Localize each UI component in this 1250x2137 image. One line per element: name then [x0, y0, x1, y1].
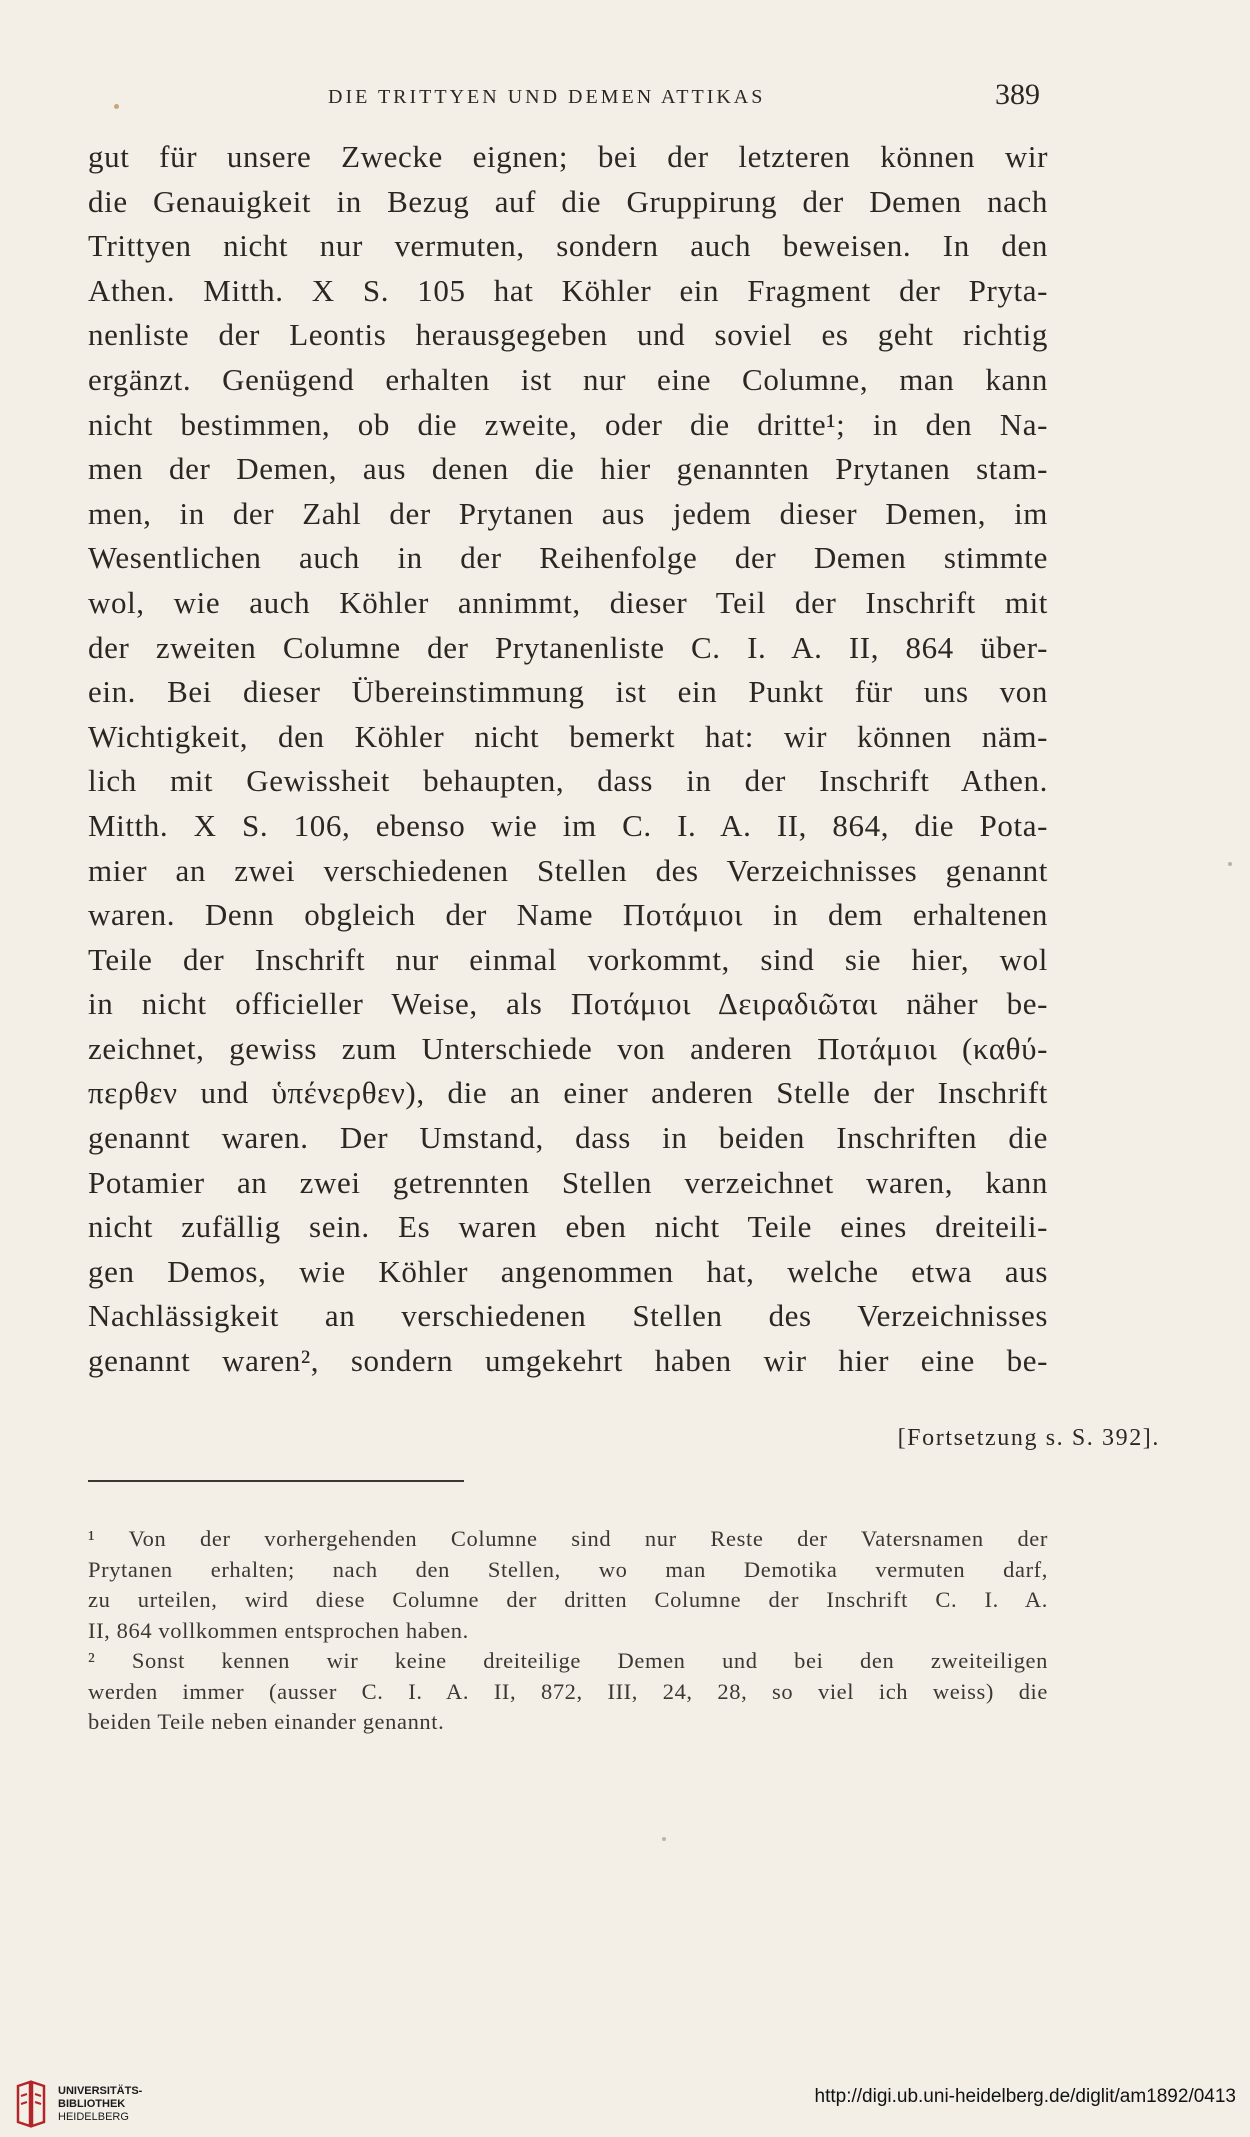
text-line: gut für unsere Zwecke eignen; bei der letzteren können wir [88, 139, 1048, 174]
ink-speck [1228, 862, 1232, 866]
text-line: men, in der Zahl der Prytanen aus jedem dieser Demen, im [88, 495, 1048, 531]
footnote-divider [88, 1480, 464, 1482]
page-footer [0, 2072, 1250, 2137]
text-line: Trittyen nicht nur vermuten, sondern auch beweisen. In den [88, 228, 1048, 264]
footnotes [88, 1524, 1048, 1738]
text-line: Nachlässigkeit an verschiedenen Stellen des Verzeichnisses [88, 1298, 1048, 1334]
text-line: Mitth. X S. 106, ebenso wie im C. I. A. II, 864, die Pota- [88, 807, 1048, 843]
running-title: DIE TRITTYEN UND DEMEN ATTIKAS [328, 86, 766, 108]
text-line: Wesentlichen auch in der Reihenfolge der Demen stimmte [88, 540, 1048, 576]
text-line: zeichnet, gewiss zum Unterschiede von anderen Ποτάμιοι (καθύ- [88, 1030, 1048, 1066]
page-header [88, 78, 1048, 122]
text-line: Teile der Inschrift nur einmal vorkommt, sind sie hier, wol [88, 941, 1048, 977]
source-url-link[interactable]: http://digi.ub.uni-heidelberg.de/diglit/am1892/0413 [814, 2086, 1236, 2107]
text-line: genannt waren. Der Umstand, dass in beiden Inschriften die [88, 1120, 1048, 1156]
footnote-line: II, 864 vollkommen entsprochen haben. [88, 1617, 469, 1643]
text-line: gen Demos, wie Köhler angenommen hat, welche etwa aus [88, 1253, 1048, 1289]
text-line: die Genauigkeit in Bezug auf die Gruppirung der Demen nach [88, 183, 1048, 219]
ink-speck [114, 104, 119, 109]
library-name [58, 2085, 142, 2124]
text-line: der zweiten Columne der Prytanenliste C. I. A. II, 864 über- [88, 629, 1048, 665]
ink-speck [662, 1837, 666, 1841]
text-line: genannt waren², sondern umgekehrt haben wir hier eine be- [88, 1343, 1048, 1379]
library-logo-icon [14, 2080, 48, 2130]
text-line: nicht zufällig sein. Es waren eben nicht Teile eines dreiteili- [88, 1209, 1048, 1245]
footnote-line: werden immer (ausser C. I. A. II, 872, III, 24, 28, so viel ich weiss) die [88, 1678, 1048, 1704]
text-line: mier an zwei verschiedenen Stellen des Verzeichnisses genannt [88, 852, 1048, 888]
page-number: 389 [995, 78, 1040, 111]
footnote-line: beiden Teile neben einander genannt. [88, 1709, 445, 1734]
footnote-line: zu urteilen, wird diese Columne der dritten Columne der Inschrift C. I. A. [88, 1587, 1048, 1612]
text-line: waren. Denn obgleich der Name Ποτάμιοι in dem erhaltenen [88, 897, 1048, 933]
text-line: Potamier an zwei getrennten Stellen verzeichnet waren, kann [88, 1164, 1048, 1200]
text-line: nicht bestimmen, ob die zweite, oder die dritte¹; in den Na- [88, 406, 1048, 442]
body-text [88, 135, 1048, 1384]
text-line: nenliste der Leontis herausgegeben und soviel es geht richtig [88, 317, 1048, 353]
text-line: Wichtigkeit, den Köhler nicht bemerkt hat: wir können näm- [88, 718, 1048, 754]
text-line: wol, wie auch Köhler annimmt, dieser Teil der Inschrift mit [88, 584, 1048, 620]
text-line: men der Demen, aus denen die hier genannten Prytanen stam- [88, 451, 1048, 487]
footnote-line: ¹ Von der vorhergehenden Columne sind nur Reste der Vatersnamen der [88, 1526, 1048, 1551]
text-line: in nicht officieller Weise, als Ποτάμιοι Δειραδιῶται näher be- [88, 986, 1048, 1022]
footnote-line: ² Sonst kennen wir keine dreiteilige Demen und bei den zweiteiligen [88, 1648, 1048, 1673]
library-name-line: BIBLIOTHEK [58, 2098, 126, 2110]
footnote-line: Prytanen erhalten; nach den Stellen, wo man Demotika vermuten darf, [88, 1556, 1048, 1582]
text-line: περθεν und ὑπένερθεν), die an einer anderen Stelle der Inschrift [88, 1075, 1048, 1111]
library-name-line: UNIVERSITÄTS- [58, 2085, 143, 2097]
library-name-line: HEIDELBERG [58, 2111, 129, 2123]
text-line: ergänzt. Genügend erhalten ist nur eine Columne, man kann [88, 361, 1048, 397]
text-line: lich mit Gewissheit behaupten, dass in der Inschrift Athen. [88, 763, 1048, 799]
continuation-note: [Fortsetzung s. S. 392]. [897, 1425, 1160, 1451]
text-line: ein. Bei dieser Übereinstimmung ist ein Punkt für uns von [88, 674, 1048, 710]
text-line: Athen. Mitth. X S. 105 hat Köhler ein Fragment der Pryta- [88, 272, 1048, 308]
